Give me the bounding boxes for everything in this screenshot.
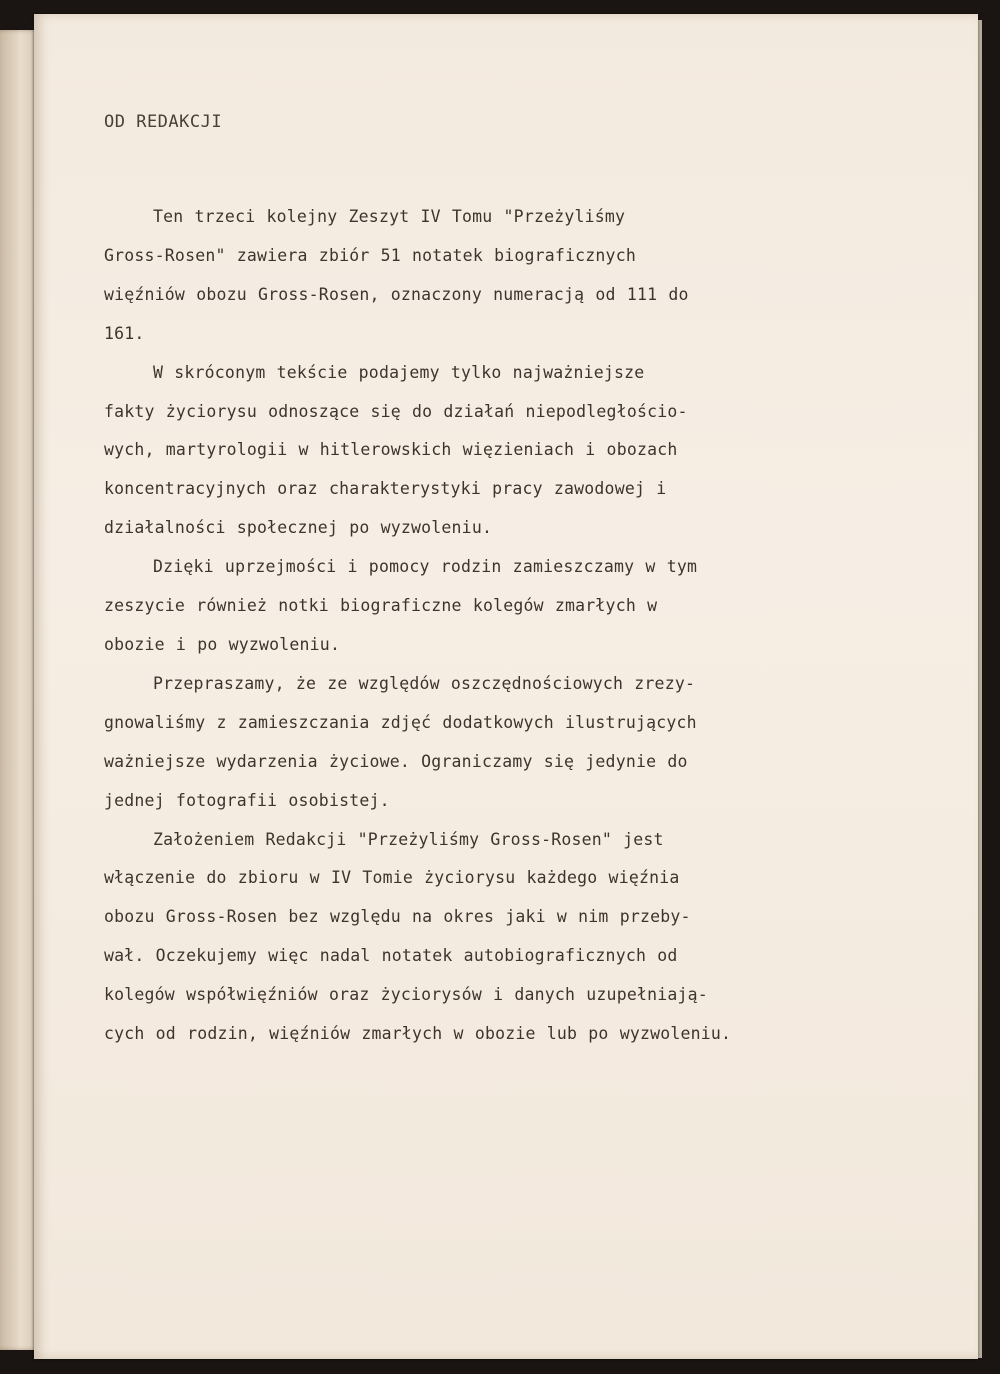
text-line: Gross-Rosen" zawiera zbiór 51 notatek biograficznych [104, 245, 636, 265]
text-line: wał. Oczekujemy więc nadal notatek autobiograficznych od [104, 946, 678, 966]
paragraph-5 [104, 821, 874, 1054]
paragraph-1 [104, 198, 874, 354]
text-line: fakty życiorysu odnoszące się do działań niepodległościo- [104, 401, 688, 421]
text-line: koncentracyjnych oraz charakterystyki pracy zawodowej i [104, 479, 667, 499]
paragraph-4 [104, 665, 874, 821]
text-line: obozie i po wyzwoleniu. [104, 634, 341, 654]
text-line: obozu Gross-Rosen bez względu na okres jaki w nim przeby- [104, 907, 691, 927]
text-line: Założeniem Redakcji "Przeżyliśmy Gross-Rosen" jest [153, 829, 664, 849]
text-line: więźniów obozu Gross-Rosen, oznaczony numeracją od 111 do [104, 284, 689, 304]
text-line: działalności społecznej po wyzwoleniu. [104, 518, 493, 538]
paragraph-2 [104, 354, 874, 549]
text-line: kolegów współwięźniów oraz życiorysów i danych uzupełniają- [104, 985, 708, 1005]
page-heading: OD REDAKCJI [104, 112, 223, 132]
text-line: Ten trzeci kolejny Zeszyt IV Tomu "Przeżyliśmy [153, 207, 626, 226]
text-line: wych, martyrologii w hitlerowskich więzieniach i obozach [104, 440, 678, 460]
text-line: gnowaliśmy z zamieszczania zdjęć dodatkowych ilustrujących [104, 712, 697, 732]
text-line: cych od rodzin, więźniów zmarłych w obozie lub po wyzwoleniu. [104, 1024, 732, 1044]
left-page-edge [0, 30, 38, 1350]
text-line: ważniejsze wydarzenia życiowe. Ograniczamy się jedynie do [104, 751, 688, 771]
text-line: zeszycie również notki biograficzne kolegów zmarłych w [104, 596, 658, 616]
text-line: włączenie do zbioru w IV Tomie życiorysu każdego więźnia [104, 868, 680, 888]
text-line: 161. [104, 323, 145, 343]
text-line: Dzięki uprzejmości i pomocy rodzin zamieszczamy w tym [153, 557, 698, 577]
text-line: W skróconym tekście podajemy tylko najważniejsze [153, 362, 645, 382]
editorial-text [104, 198, 874, 1054]
paragraph-3 [104, 548, 874, 665]
text-line: Przepraszamy, że ze względów oszczędnościowych zrezy- [153, 673, 696, 693]
text-line: jednej fotografii osobistej. [104, 790, 390, 810]
